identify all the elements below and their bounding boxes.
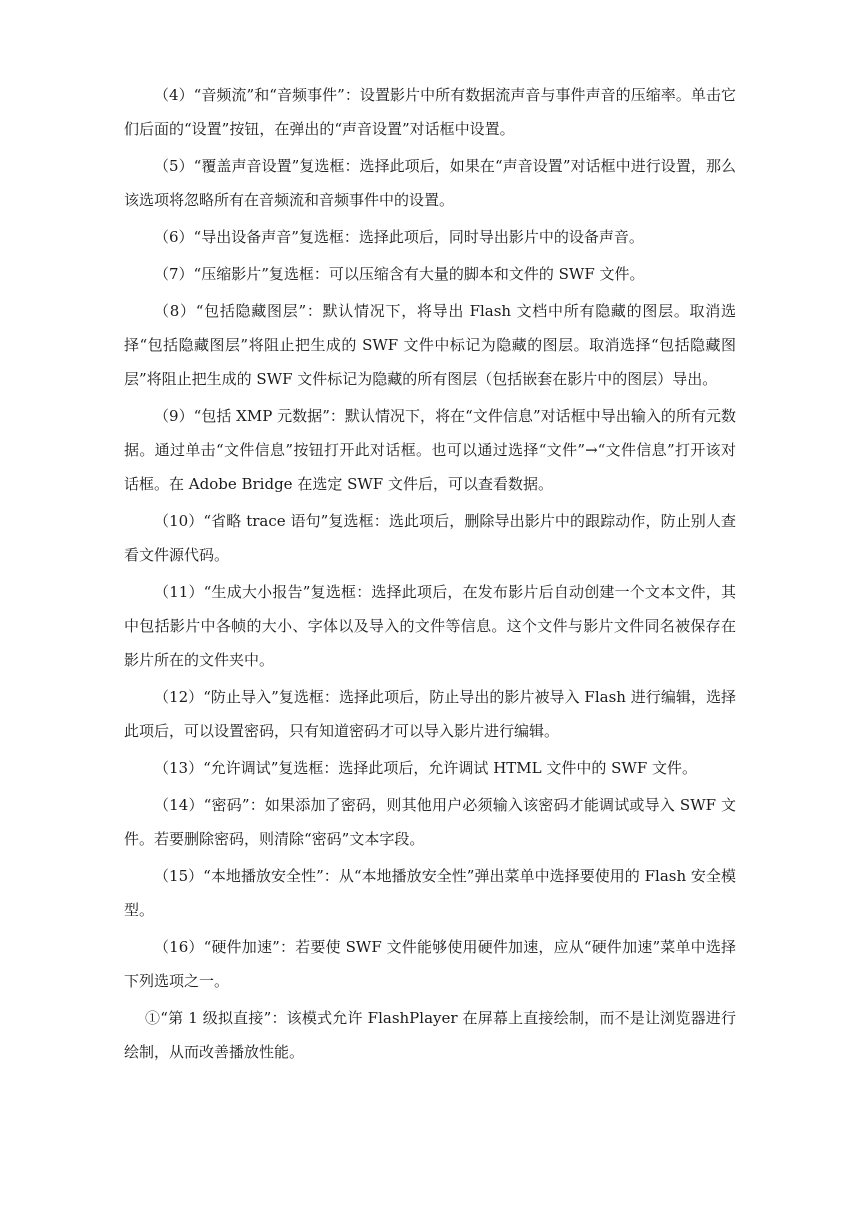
document-body (124, 78, 736, 1072)
paragraph-size-report: （11）“生成大小报告”复选框：选择此项后，在发布影片后自动创建一个文本文件，其中包括影片中各帧的大小、字体以及导入的文件等信息。这个文件与影片文件同名被保存在影片所在的文件夹中。 (124, 583, 736, 669)
paragraph-override-sound: （5）“覆盖声音设置”复选框：选择此项后，如果在“声音设置”对话框中进行设置，那么该选项将忽略所有在音频流和音频事件中的设置。 (124, 157, 736, 209)
paragraph-compress-movie: （7）“压缩影片”复选框：可以压缩含有大量的脚本和文件的 SWF 文件。 (154, 265, 645, 283)
paragraph-export-device-sound: （6）“导出设备声音”复选框：选择此项后，同时导出影片中的设备声音。 (154, 228, 644, 246)
paragraph-hardware-acceleration: （16）“硬件加速”：若要使 SWF 文件能够使用硬件加速，应从“硬件加速”菜单中选择下列选项之一。 (124, 938, 736, 990)
paragraph-prevent-import: （12）“防止导入”复选框：选择此项后，防止导出的影片被导入 Flash 进行编辑，选择此项后，可以设置密码，只有知道密码才可以导入影片进行编辑。 (124, 688, 736, 740)
paragraph-audio-stream: （4）“音频流”和“音频事件”：设置影片中所有数据流声音与事件声音的压缩率。单击它们后面的“设置”按钮，在弹出的“声音设置”对话框中设置。 (124, 86, 736, 138)
paragraph-include-xmp: （9）“包括 XMP 元数据”：默认情况下，将在“文件信息”对话框中导出输入的所有元数据。通过单击“文件信息”按钮打开此对话框。也可以通过选择“文件”→“文件信息”打开该对话框。在 Adobe Bridge 在选定 SWF 文件后，可以查看数据。 (124, 407, 736, 493)
paragraph-omit-trace: （10）“省略 trace 语句”复选框：选此项后，删除导出影片中的跟踪动作，防止别人查看文件源代码。 (124, 512, 736, 564)
paragraph-local-playback-security: （15）“本地播放安全性”：从“本地播放安全性”弹出菜单中选择要使用的 Flash 安全模型。 (124, 867, 736, 919)
paragraph-include-hidden-layers: （8）“包括隐藏图层”：默认情况下，将导出 Flash 文档中所有隐藏的图层。取消选择“包括隐藏图层”将阻止把生成的 SWF 文件中标记为隐藏的图层。取消选择“包括隐藏图层”将阻止把生成的 SWF 文件标记为隐藏的所有图层（包括嵌套在影片中的图层）导出。 (124, 302, 736, 388)
paragraph-level1-direct: ①“第 1 级拟直接”：该模式允许 FlashPlayer 在屏幕上直接绘制，而不是让浏览器进行绘制，从而改善播放性能。 (124, 1009, 736, 1061)
paragraph-allow-debug: （13）“允许调试”复选框：选择此项后，允许调试 HTML 文件中的 SWF 文件。 (154, 759, 698, 777)
paragraph-password: （14）“密码”：如果添加了密码，则其他用户必须输入该密码才能调试或导入 SWF 文件。若要删除密码，则清除“密码”文本字段。 (124, 796, 736, 848)
